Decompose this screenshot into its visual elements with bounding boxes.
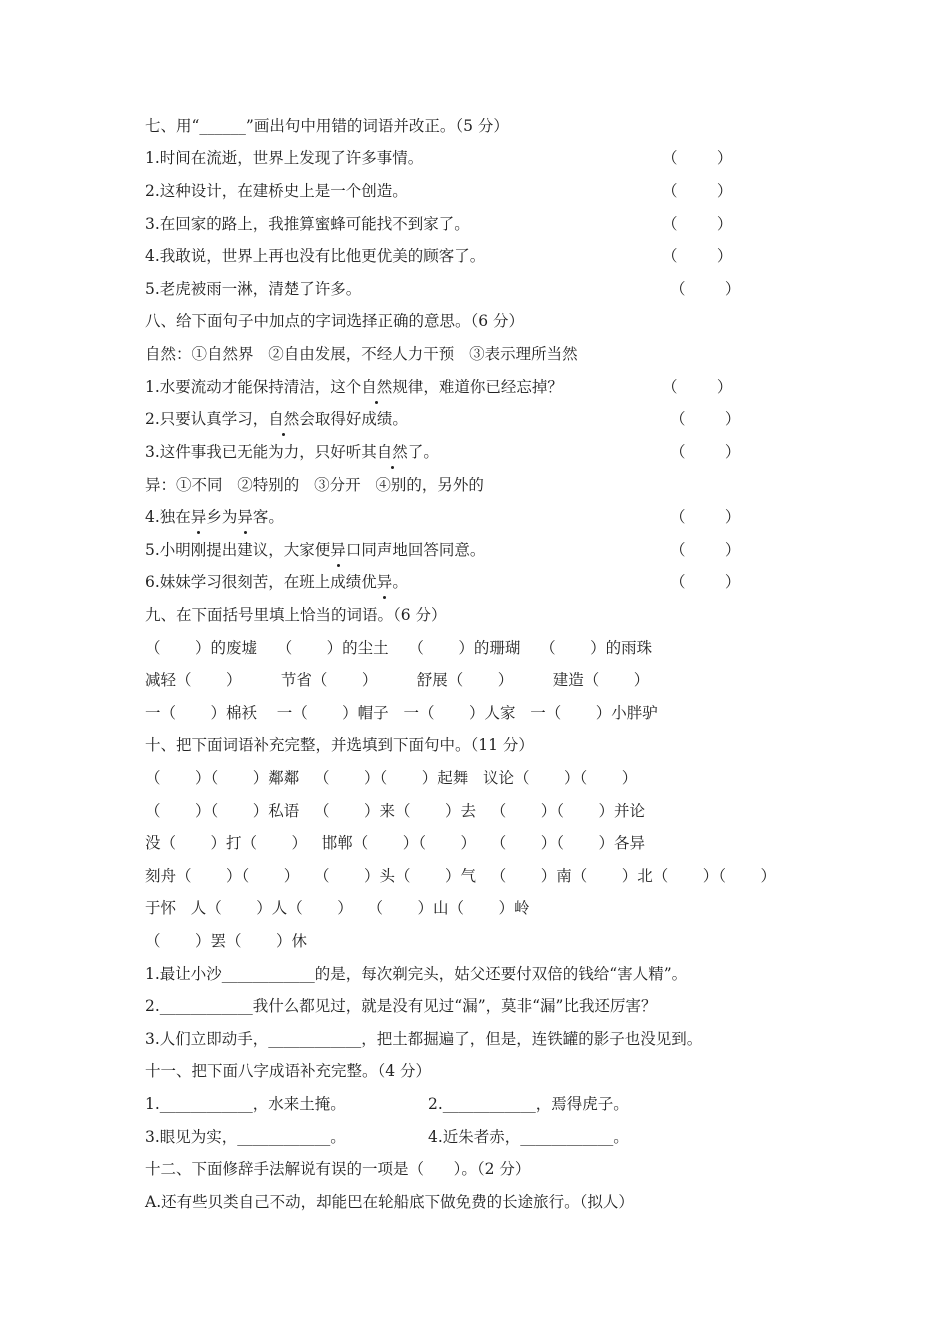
sec8-item-2: 2.只要认真学习，自然会取得好成绩。 xyxy=(145,405,408,433)
answer-paren: （ ） xyxy=(670,541,741,559)
idiom-3: 3.眼见为实，____________。 xyxy=(145,1128,346,1146)
sec7-item-1: 1.时间在流逝，世界上发现了许多事情。 xyxy=(145,149,424,167)
section-11-title: 十一、把下面八字成语补充完整。（4 分） xyxy=(145,1062,432,1080)
answer-paren: （ ） xyxy=(662,378,733,396)
sec10-row-2: （ ）（ ）私语 （ ）来（ ）去 （ ）（ ）并论 xyxy=(145,802,645,820)
answer-paren: （ ） xyxy=(670,280,741,298)
section-7-title: 七、用“______”画出句中用错的词语并改正。（5 分） xyxy=(145,117,509,135)
answer-paren: （ ） xyxy=(662,182,733,200)
answer-paren: （ ） xyxy=(662,215,733,233)
sec10-sentence-3: 3.人们立即动手，____________，把土都掘遍了，但是，连铁罐的影子也没见到。 xyxy=(145,1030,703,1048)
sec7-item-4: 4.我敢说，世界上再也没有比他更优美的顾客了。 xyxy=(145,247,486,265)
sec7-item-2: 2.这种设计，在建桥史上是一个创造。 xyxy=(145,182,408,200)
dotted-word: 自然 xyxy=(268,405,299,433)
sec8-item-4: 4.独在异乡为异客。 xyxy=(145,503,284,531)
definition-ziran: 自然：①自然界 ②自由发展，不经人力干预 ③表示理所当然 xyxy=(145,345,578,363)
answer-paren: （ ） xyxy=(662,247,733,265)
answer-paren: （ ） xyxy=(670,410,741,428)
idiom-4: 4.近朱者赤，____________。 xyxy=(428,1128,629,1146)
sec8-item-1: 1.水要流动才能保持清洁，这个自然规律，难道你已经忘掉？ xyxy=(145,373,563,401)
answer-paren: （ ） xyxy=(670,573,741,591)
section-10-title: 十、把下面词语补充完整，并选填到下面句中。（11 分） xyxy=(145,736,534,754)
dotted-word: 异 xyxy=(237,503,253,531)
dotted-word: 异 xyxy=(377,568,393,596)
dotted-word: 自然 xyxy=(361,373,392,401)
sec10-sentence-1: 1.最让小沙____________的是，每次剃完头，姑父还要付双倍的钱给“害人精”。 xyxy=(145,965,688,983)
dotted-word: 异 xyxy=(191,503,207,531)
sec9-row-3: 一（ ）棉袄 一（ ）帽子 一（ ）人家 一（ ）小胖驴 xyxy=(145,704,658,722)
sec8-item-6: 6.妹妹学习很刻苦，在班上成绩优异。 xyxy=(145,568,408,596)
definition-yi: 异：①不同 ②特别的 ③分开 ④别的，另外的 xyxy=(145,476,484,494)
sec9-row-1: （ ）的废墟 （ ）的尘土 （ ）的珊瑚 （ ）的雨珠 xyxy=(145,639,653,657)
section-12-title: 十二、下面修辞手法解说有误的一项是（ ）。（2 分） xyxy=(145,1160,531,1178)
answer-paren: （ ） xyxy=(670,443,741,461)
sec10-row-5: 于怀 人（ ）人（ ） （ ）山（ ）岭 xyxy=(145,899,530,917)
sec8-item-3: 3.这件事我已无能为力，只好听其自然了。 xyxy=(145,438,439,466)
sec10-sentence-2: 2.____________我什么都见过，就是没有见过“漏”，莫非“漏”比我还厉害？ xyxy=(145,997,657,1015)
section-9-title: 九、在下面括号里填上恰当的词语。（6 分） xyxy=(145,606,447,624)
dotted-word: 异 xyxy=(330,536,346,564)
sec9-row-2: 减轻（ ） 节省（ ） 舒展（ ） 建造（ ） xyxy=(145,671,650,689)
sec7-item-3: 3.在回家的路上，我推算蜜蜂可能找不到家了。 xyxy=(145,215,470,233)
sec12-option-a: A.还有些贝类自己不动，却能巴在轮船底下做免费的长途旅行。（拟人） xyxy=(145,1193,634,1211)
idiom-2: 2.____________，焉得虎子。 xyxy=(428,1095,629,1113)
idiom-1: 1.____________，水来土掩。 xyxy=(145,1095,346,1113)
sec8-item-5: 5.小明刚提出建议，大家便异口同声地回答同意。 xyxy=(145,536,485,564)
sec7-item-5: 5.老虎被雨一淋，清楚了许多。 xyxy=(145,280,362,298)
answer-paren: （ ） xyxy=(670,508,741,526)
dotted-word: 自然 xyxy=(377,438,408,466)
sec10-row-1: （ ）（ ）鄰鄰 （ ）（ ）起舞 议论（ ）（ ） xyxy=(145,769,638,787)
sec10-row-6: （ ）罢（ ）休 xyxy=(145,932,307,950)
sec10-row-4: 刻舟（ ）（ ） （ ）头（ ）气 （ ）南（ ）北（ ）（ ） xyxy=(145,867,776,885)
answer-paren: （ ） xyxy=(662,149,733,167)
section-8-title: 八、给下面句子中加点的字词选择正确的意思。（6 分） xyxy=(145,312,525,330)
sec10-row-3: 没（ ）打（ ） 邯郸（ ）（ ） （ ）（ ）各异 xyxy=(145,834,645,852)
